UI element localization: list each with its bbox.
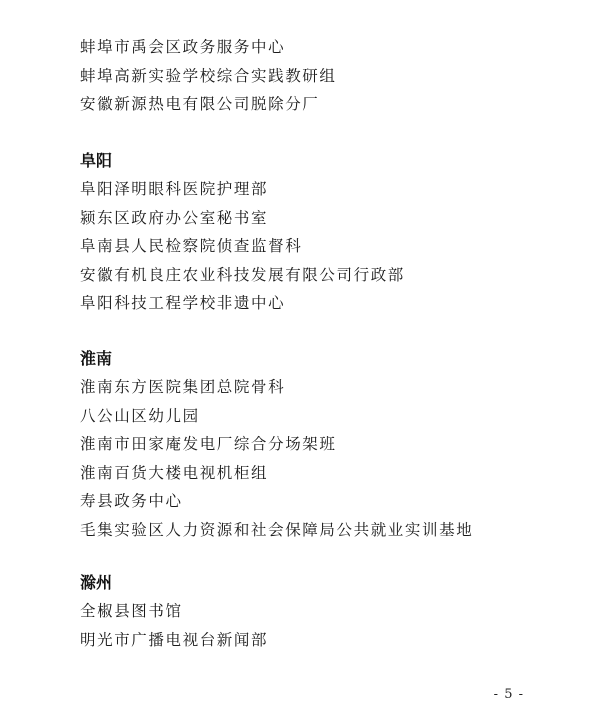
list-item: 明光市广播电视台新闻部 bbox=[80, 630, 269, 649]
list-item: 寿县政务中心 bbox=[80, 492, 183, 510]
section-heading: 淮南 bbox=[80, 349, 113, 368]
list-item: 八公山区幼儿园 bbox=[80, 406, 200, 425]
page-number: - 5 - bbox=[493, 687, 524, 702]
list-item: 毛集实验区人力资源和社会保障局公共就业实训基地 bbox=[80, 520, 474, 539]
section-huainan bbox=[80, 349, 580, 548]
list-item: 全椒县图书馆 bbox=[80, 602, 183, 620]
list-item: 颍东区政府办公室秘书室 bbox=[80, 208, 269, 227]
list-item: 蚌埠市禹会区政务服务中心 bbox=[80, 38, 286, 56]
list-item: 阜南县人民检察院侦查监督科 bbox=[80, 237, 303, 255]
list-item: 淮南市田家庵发电厂综合分场架班 bbox=[80, 435, 337, 453]
section-heading: 滁州 bbox=[80, 573, 113, 592]
list-item: 阜阳泽明眼科医院护理部 bbox=[80, 180, 269, 198]
list-item: 淮南东方医院集团总院骨科 bbox=[80, 378, 286, 396]
section-bengbu-continued bbox=[80, 37, 580, 123]
list-item: 安徽新源热电有限公司脱除分厂 bbox=[80, 95, 320, 113]
list-item: 安徽有机良庄农业科技发展有限公司行政部 bbox=[80, 265, 405, 284]
list-item: 淮南百货大楼电视机柜组 bbox=[80, 463, 269, 482]
section-fuyang bbox=[80, 151, 580, 322]
list-item: 阜阳科技工程学校非遗中心 bbox=[80, 294, 286, 312]
section-chuzhou bbox=[80, 573, 580, 658]
section-heading: 阜阳 bbox=[80, 151, 113, 170]
list-item: 蚌埠高新实验学校综合实践教研组 bbox=[80, 66, 337, 85]
